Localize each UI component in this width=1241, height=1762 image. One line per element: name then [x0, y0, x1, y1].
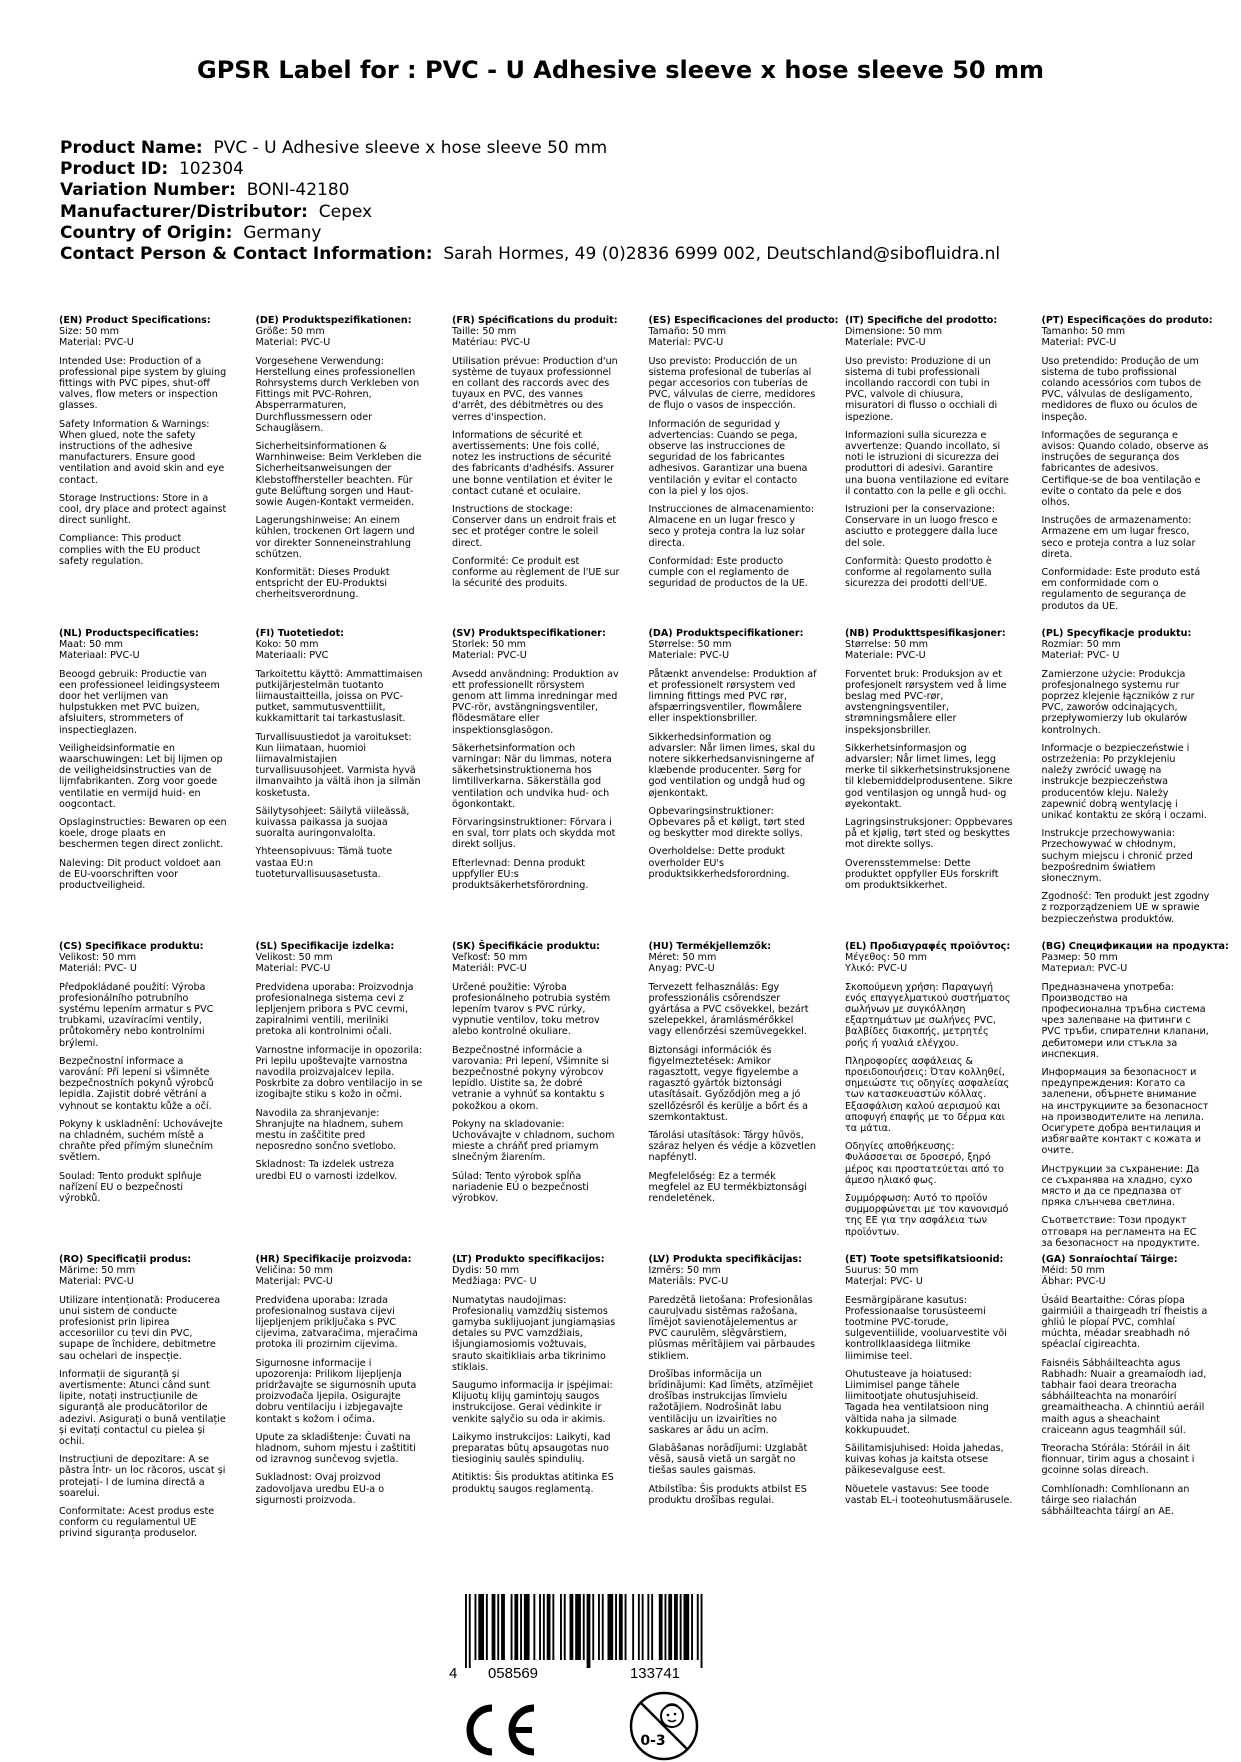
spec-paragraph: Bezpečnostné informácie a varovania: Pri lepení, Všimnite si bezpečnostné pokyny výrobcov lepidlo. Uistite sa, že dobré vetranie a vyhnúť sa kontaktu s pokožkou a okom.	[452, 1044, 609, 1112]
spec-block	[59, 941, 227, 1211]
spec-paragraph: Conformitate: Acest produs este conform cu regulamentul UE privind siguranța produselor.	[59, 1506, 215, 1540]
spec-paragraph: Conformidad: Este producto cumple con el reglamento de seguridad de productos de la UE.	[648, 555, 808, 590]
spec-line: Materiale: PVC-U	[845, 337, 926, 349]
barcode-bar	[665, 1594, 667, 1660]
manufacturer-value: Cepex	[318, 201, 373, 222]
spec-paragraph: Pokyny na skladovanie: Uchovávajte v chladnom, suchom mieste a chráňť pred priamym slnečným žiarením.	[452, 1118, 615, 1164]
spec-paragraph: Intended Use: Production of a professional pipe system by gluing fittings with PVC pipes, shut-off valves, flow meters or inspection glasses.	[59, 355, 227, 412]
spec-heading: (FR) Spécifications du produit:	[452, 315, 618, 326]
spec-heading: (EN) Product Specifications:	[59, 315, 211, 326]
barcode-bar	[615, 1594, 617, 1660]
barcode-bar	[632, 1594, 634, 1660]
variation-number-label: Variation Number:	[60, 180, 236, 201]
country-value: Germany	[243, 222, 322, 243]
barcode-bar	[514, 1594, 518, 1660]
spec-paragraph: Súlad: Tento výrobok spĺňa nariadenie EÚ o bezpečnosti výrobkov.	[452, 1170, 589, 1205]
barcode-bar	[560, 1594, 562, 1660]
spec-paragraph: Soulad: Tento produkt splňuje nařízení EU o bezpečnosti výrobků.	[59, 1170, 202, 1205]
spec-paragraph: Istruzioni per la conservazione: Conservare in un luogo fresco e asciutto e proteggere dalla luce del sole.	[845, 504, 998, 549]
product-id-value: 102304	[178, 159, 244, 180]
ean-barcode	[441, 1594, 751, 1682]
spec-block	[1041, 315, 1213, 619]
barcode-bar	[608, 1594, 614, 1660]
spec-heading: (FI) Tuotetiedot:	[255, 628, 344, 639]
spec-line: Material: PVC-U	[255, 963, 331, 975]
spec-paragraph: Σκοπούμενη χρήση: Παραγωγή ενός επαγγελματικού συστήματος σωλήνων με συγκόλληση εξαρτημάτων με σωλήνες PVC, βαλβίδες διακοπής, μετρητές ροής ή γυαλιά ελέγχου.	[845, 981, 1011, 1049]
spec-paragraph: Tárolási utasítások: Tárgy hűvös, száraz helyen és védje a közvetlen napfénytl.	[648, 1130, 816, 1164]
barcode-bar	[638, 1594, 640, 1660]
spec-heading: (NB) Produkttspesifikasjoner:	[845, 628, 1006, 639]
spec-heading: (PT) Especificações do produto:	[1041, 315, 1213, 326]
spec-line: Materiál: PVC- U	[59, 963, 137, 975]
spec-line: Μέγεθος: 50 mm	[845, 952, 927, 964]
spec-line: Størrelse: 50 mm	[845, 639, 928, 651]
spec-paragraph: Atitiktis: Šis produktas atitinka ES produktų saugos reglamentą.	[452, 1472, 614, 1495]
spec-paragraph: Turvallisuustiedot ja varoitukset: Kun liimataan, huomioi liimavalmistajien turvallisuusohjeet. Varmista hyvä ilmanvaihto ja vältä ihon ja silmän kosketusta.	[255, 731, 421, 799]
product-name-label: Product Name:	[60, 138, 203, 158]
spec-line: Matériau: PVC-U	[452, 337, 531, 349]
contact-row	[60, 244, 1000, 265]
spec-line: Maat: 50 mm	[59, 639, 124, 651]
spec-paragraph: Efterlevnad: Denna produkt uppfyller EU:s produktsäkerhetsförordning.	[452, 857, 589, 892]
spec-paragraph: Säilytysohjeet: Säilytä viileässä, kuivassa paikassa ja suojaa suoralta auringonvalolta.	[255, 805, 410, 840]
barcode-bar	[587, 1594, 591, 1668]
product-id-label: Product ID:	[60, 159, 169, 180]
spec-paragraph: Предназначена употреба: Производство на професионална тръбна система чрез залепване на фитинги с PVC тръби, спирателни клапани, дебитомери или стъкла за инспекция.	[1041, 981, 1209, 1060]
barcode-bar	[478, 1594, 484, 1660]
manufacturer-row	[60, 202, 1000, 223]
barcode-bar	[520, 1594, 522, 1660]
spec-heading: (NL) Productspecificaties:	[59, 628, 199, 639]
spec-paragraph: Conformità: Questo prodotto è conforme al regolamento sulla sicurezza dei prodotti dell'UE.	[845, 555, 992, 590]
spec-paragraph: Instrucțiuni de depozitare: A se păstra într- un loc răcoros, uscat și protejați- l de lumina directă a soarelui.	[59, 1454, 226, 1499]
spec-line: Velikost: 50 mm	[59, 952, 137, 964]
product-id-row	[60, 159, 1000, 180]
barcode-bar	[475, 1594, 477, 1660]
barcode-bar	[625, 1594, 627, 1660]
spec-paragraph: Instrucciones de almacenamiento: Almacene en un lugar fresco y seco y proteja contra la luz solar directa.	[648, 504, 815, 549]
spec-line: Υλικό: PVC-U	[845, 963, 908, 975]
spec-paragraph: Sikkerhetsinformasjon og advarsler: Når limet limes, legg merke til sikkerhetsinstruksjonene til klebemiddelprodusentene. Sikre god ventilasjon og unngå hud- og øyekontakt.	[845, 742, 1013, 810]
barcode-bar	[552, 1594, 554, 1660]
barcode-bar	[465, 1594, 467, 1668]
spec-line: Größe: 50 mm	[255, 326, 325, 338]
barcode-bar	[619, 1594, 623, 1660]
spec-paragraph: Úsáid Beartaithe: Córas píopa gairmiúil a thairgeadh trí fheistis a ghliú le píopaí PVC, comhlaí múchta, méadar sreabhadh nó spéaclaí cigireachta.	[1041, 1294, 1208, 1351]
spec-line: Veličina: 50 mm	[255, 1265, 333, 1277]
spec-block	[59, 628, 227, 898]
spec-heading: (HR) Specifikacije proizvoda:	[255, 1254, 412, 1265]
spec-paragraph: Tervezett felhasználás: Egy professzionális csőrendszer gyártása a PVC csövekkel, bezárt szelepekkel, áramlásmérőkkel vagy ellenőrzési szemüvegekkel.	[648, 981, 809, 1038]
spec-heading: (PL) Specyfikacje produktu:	[1041, 628, 1192, 639]
spec-block	[59, 1254, 227, 1547]
spec-paragraph: Faisnéis Sábháilteachta agus Rabhadh: Nuair a greamaíodh iad, tabhair faoi deara treoracha sábháilteachta na monaróirí greamaitheacha. A chinntiú aeráil maith agus a sheachaint craiceann agus teagmháil súl.	[1041, 1357, 1207, 1436]
spec-paragraph: Pokyny k uskladnění: Uchovávejte na chladném, suchém místě a chraňte před přímým slunečním světlem.	[59, 1118, 223, 1164]
spec-paragraph: Sicherheitsinformationen & Warnhinweise: Beim Verkleben die Sicherheitsanweisungen der Klebstoffhersteller beachten. Für gute Belüftung sorgen und Haut- sowie Augen-Kontakt vermeiden.	[255, 441, 422, 509]
spec-paragraph: Informations de sécurité et avertissements: Une fois collé, notez les instructions de sécurité des fabricants d'adhésifs. Assurer une bonne ventilation et éviter le contact cutané et oculaire.	[452, 429, 615, 497]
barcode-bar	[680, 1594, 682, 1660]
spec-paragraph: Beoogd gebruik: Productie van een professioneel leidingsysteem door het verlijmen van hulpstukken met PVC buizen, afsluiters, strommeters of inspectieglazen.	[59, 668, 220, 736]
spec-block	[452, 628, 620, 898]
spec-paragraph: Saugumo informacija ir įspėjimai: Klijuotų klijų gamintojų saugos instrukcijose. Gerai vėdinkite ir venkite sąlyčio su oda ir akimis.	[452, 1380, 613, 1425]
spec-block	[648, 315, 839, 596]
spec-line: Izmērs: 50 mm	[648, 1265, 721, 1277]
barcode-bar	[511, 1594, 513, 1660]
spec-paragraph: Paredzētā lietošana: Profesionālas cauruļvadu sistēmas ražošana, līmējot savienotājelementus ar PVC caurulēm, slēgvārstiem, plūsmas mērītājiem vai pārbaudes stikliem.	[648, 1294, 815, 1362]
spec-paragraph: Sukladnost: Ovaj proizvod zadovoljava uredbu EU-a o sigurnosti proizvoda.	[255, 1472, 385, 1506]
country-label: Country of Origin:	[60, 222, 233, 243]
barcode-bar	[486, 1594, 488, 1660]
spec-paragraph: Skladnost: Ta izdelek ustreza uredbi EU o varnosti izdelkov.	[255, 1159, 398, 1182]
barcode-bar	[602, 1594, 604, 1660]
spec-paragraph: Sikkerhedsinformation og advarsler: Når limen limes, skal du notere sikkerhedsanvisningerne af klæbende producenter. Sørg for god ventilation og undgå hud og øjenkontakt.	[648, 731, 816, 799]
barcode-bar	[684, 1594, 690, 1660]
spec-line: Koko: 50 mm	[255, 639, 319, 651]
spec-line: Materijal: PVC-U	[255, 1276, 333, 1288]
contact-value: Sarah Hormes, 49 (0)2836 6999 002, Deutschland@sibofluidra.nl	[443, 244, 1001, 265]
variation-number-value: BONI-42180	[246, 180, 350, 201]
spec-line: Mărime: 50 mm	[59, 1265, 136, 1277]
spec-paragraph: Bezpečnostní informace a varování: Při lepení si všimněte bezpečnostních pokynů výrobců lepidla. Zajistit dobré větrání a vyhnout se kontaktu kůže a očí.	[59, 1055, 214, 1112]
spec-paragraph: Uso previsto: Producción de un sistema profesional de tuberías al pegar accesorios con tuberías de PVC, válvulas de cierre, medidores de flujo o vasos de inspección.	[648, 355, 816, 412]
spec-paragraph: Naleving: Dit product voldoet aan de EU-voorschriften voor productveiligheid.	[59, 857, 221, 892]
spec-line: Materiaal: PVC-U	[59, 650, 140, 662]
spec-paragraph: Uso previsto: Produzione di un sistema di tubi professionali incollando raccordi con tubi in PVC, valvole di chiusura, misuratori di flusso o occhiali di ispezione.	[845, 355, 998, 423]
spec-heading: (RO) Specificații produs:	[59, 1254, 192, 1265]
spec-paragraph: Glabāšanas norādījumi: Uzglabāt vēsā, sausā vietā un sargāt no tiešas saules gaismas.	[648, 1443, 808, 1477]
spec-block	[256, 1254, 424, 1513]
spec-paragraph: Uso pretendido: Produção de um sistema de tubo profissional colando acessórios com tubos de PVC, válvulas de desligamento, medidores de fluxo ou óculos de inspeção.	[1041, 355, 1202, 423]
spec-block	[1041, 941, 1229, 1256]
barcode-bar	[539, 1594, 541, 1660]
spec-paragraph: Eesmärgipärane kasutus: Professionaalse torusüsteemi tootmine PVC-torude, sulgeventiilide, vooluarvestite või kontrollklaasidega liitmike liimimise teel.	[845, 1294, 1007, 1362]
spec-paragraph: Säkerhetsinformation och varningar: När du limmas, notera säkerhetsinstruktionerna hos limtillverkarna. Säkerställa god ventilation och undvika hud- och ögonkontakt.	[452, 742, 612, 810]
spec-heading: (DE) Produktspezifikationen:	[255, 315, 412, 326]
spec-line: Materiaali: PVC	[255, 650, 329, 662]
spec-paragraph: Påtænkt anvendelse: Produktion af et professionelt rørsystem ved limning fittings med PVC rør, afspærringsventiler, flowmålere eller inspektionsbriller.	[648, 668, 817, 725]
barcode-bar	[691, 1594, 693, 1660]
spec-paragraph: Съответствие: Този продукт отговаря на регламента на ЕС за безопасност на продуктите.	[1041, 1215, 1200, 1249]
spec-paragraph: Storage Instructions: Store in a cool, dry place and protect against direct sunlight.	[59, 492, 227, 527]
spec-heading: (CS) Specifikace produktu:	[59, 941, 204, 952]
barcode-bar	[674, 1594, 678, 1660]
spec-paragraph: Информация за безопасност и предупреждения: Когато са залепени, обърнете внимание на инструкциите за безопасност на производителите на лепила. Осигурете добра вентилация и избягвайте контакт с кожата и очите.	[1041, 1067, 1209, 1157]
spec-paragraph: Zgodność: Ten produkt jest zgodny z rozporządzeniem UE w sprawie bezpieczeństwa produktów.	[1041, 891, 1210, 925]
barcode-bar	[659, 1594, 663, 1660]
spec-line: Material: PVC-U	[648, 337, 724, 349]
barcode-digits-left: 058569	[487, 1665, 539, 1682]
spec-paragraph: Upute za skladištenje: Čuvati na hladnom, suhom mjestu i zaštititi od izravnog sunčevog svjetla.	[255, 1431, 416, 1466]
spec-line: Материал: PVC-U	[1041, 963, 1128, 975]
spec-paragraph: Varnostne informacije in opozorila: Pri lepilu upoštevajte varnostna navodila proizvajalcev lepila. Poskrbite za dobro ventilacijo in se izogibajte stiku s kožo in očmi.	[255, 1044, 423, 1101]
spec-paragraph: Instrukcje przechowywania: Przechowywać w chłodnym, suchym miejscu i chronić przed bezpośrednim światłem słonecznym.	[1041, 828, 1193, 885]
barcode-bar	[583, 1594, 585, 1660]
barcode-bar	[533, 1594, 535, 1660]
spec-paragraph: Instructions de stockage: Conserver dans un endroit frais et sec et protéger contre le soleil direct.	[452, 504, 617, 549]
spec-paragraph: Treoracha Stórála: Stóráil in áit fionnuar, tirim agus a chosaint i gcoinne solas díreach.	[1041, 1443, 1195, 1477]
spec-heading: (EL) Προδιαγραφές προϊόντος:	[845, 941, 1011, 952]
spec-heading: (SV) Produktspecifikationer:	[452, 628, 606, 639]
spec-line: Material: PVC-U	[452, 650, 527, 662]
spec-line: Rozmiar: 50 mm	[1041, 639, 1121, 651]
barcode-bar	[647, 1594, 649, 1660]
spec-line: Dimensione: 50 mm	[845, 326, 943, 338]
spec-paragraph: Conformidade: Este produto está em conformidade com o regulamento de segurança de produtos da UE.	[1041, 567, 1201, 612]
spec-line: Veľkosť: 50 mm	[452, 952, 528, 964]
barcode-bar	[564, 1594, 566, 1660]
spec-paragraph: Avsedd användning: Produktion av ett professionellt rörsystem genom att limma inredningar med PVC-rör, avstängningsventiler, flödesmätare eller inspektionsglasögon.	[452, 668, 619, 736]
spec-paragraph: Ohutusteave ja hoiatused: Liimimisel pange tähele liimitootjate ohutusjuhiseid. Tagada hea ventilatsioon ning vältida naha ja silmade kokkupuudet.	[845, 1368, 989, 1436]
spec-paragraph: Navodila za shranjevanje: Shranjujte na hladnem, suhem mestu in zaščitite pred neposredno sončno svetlobo.	[255, 1107, 404, 1153]
spec-line: Material: PVC-U	[59, 1276, 134, 1288]
spec-block	[845, 628, 1013, 898]
spec-block	[452, 941, 620, 1211]
barcode-bar	[501, 1594, 505, 1660]
barcode-bar	[592, 1594, 594, 1660]
spec-paragraph: Megfelelőség: Ez a termék megfelel az EU termékbiztonsági rendeletének.	[648, 1170, 807, 1205]
spec-block	[649, 1254, 817, 1513]
spec-paragraph: Säilitamisjuhised: Hoida jahedas, kuivas kohas ja kaitsta otsese päikesevalguse eest.	[845, 1443, 1004, 1477]
spec-line: Material: PVC-U	[1041, 337, 1117, 349]
barcode-bar	[570, 1594, 574, 1660]
spec-paragraph: Konformität: Dieses Produkt entspricht der EU-Produktsi cherheitsverordnung.	[255, 567, 390, 601]
spec-heading: (HU) Termékjellemzők:	[648, 941, 772, 952]
spec-line: Medžiaga: PVC- U	[452, 1276, 537, 1288]
spec-line: Material: PVC-U	[255, 337, 331, 349]
spec-line: Tamaño: 50 mm	[648, 326, 727, 338]
barcode-bar	[543, 1594, 545, 1660]
age-label: 0-3	[640, 1733, 666, 1749]
spec-line: Tamanho: 50 mm	[1041, 326, 1126, 338]
spec-paragraph: Utilisation prévue: Production d'un système de tuyaux professionnel en collant des raccords avec des tuyaux en PVC, des vannes d'arrêt, des débitmètres ou des verres d'inspection.	[452, 355, 618, 423]
spec-block	[256, 315, 424, 608]
spec-paragraph: Overensstemmelse: Dette produktet oppfyller EUs forskrift om produktsikkerhet.	[845, 857, 999, 892]
spec-heading: (SL) Specifikacije izdelka:	[255, 941, 395, 952]
spec-block	[649, 628, 817, 887]
spec-line: Storlek: 50 mm	[452, 639, 527, 651]
spec-block	[452, 1254, 620, 1502]
spec-paragraph: Atbilstība: Šis produkts atbilst ES produktu drošības regulai.	[648, 1483, 807, 1506]
spec-paragraph: Biztonsági információk és figyelmeztetések: Amikor ragasztott, vegye figyelembe a ragasztó gyártók biztonsági utasításait. Győződjön meg a jó szellőzésről és kerülje a bőrt és a szemkontaktust.	[648, 1044, 808, 1123]
spec-paragraph: Overholdelse: Dette produkt overholder EU's produktsikkerhedsforordning.	[648, 846, 790, 880]
spec-paragraph: Laikymo instrukcijos: Laikyti, kad preparatas būtų apsaugotas nuo tiesioginių saulės spindulių.	[452, 1431, 611, 1466]
barcode-bar	[642, 1594, 644, 1660]
spec-paragraph: Nõuetele vastavus: See toode vastab EL-i tooteohutusmäärusele.	[845, 1483, 1013, 1506]
spec-block	[256, 941, 424, 1189]
contact-label: Contact Person & Contact Information:	[60, 244, 433, 265]
spec-paragraph: Zamierzone użycie: Produkcja profesjonalnego systemu rur poprzez klejenie łączników z rur PVC, zaworów odcinających, przepływomierzy lub okularów kontrolnych.	[1041, 668, 1195, 736]
spec-paragraph: Instruções de armazenamento: Armazene em um lugar fresco, seco e proteja contra a luz solar direta.	[1041, 515, 1196, 560]
spec-line: Dydis: 50 mm	[452, 1265, 520, 1277]
product-name-value: PVC - U Adhesive sleeve x hose sleeve 50 mm	[213, 138, 608, 158]
barcode-bar	[697, 1594, 699, 1660]
barcode-bar	[497, 1594, 499, 1660]
spec-paragraph: Numatytas naudojimas: Profesionalių vamzdžių sistemos gamyba suklijuojant jungiamąsias detales su PVC vamzdžiais, išjungiamosiomis vožtuvais, srauto skaitikliais arba tikrinimo stiklais.	[452, 1294, 616, 1373]
manufacturer-label: Manufacturer/Distributor:	[60, 201, 308, 222]
spec-heading: (BG) Спецификации на продукта:	[1041, 941, 1229, 952]
page-title: GPSR Label for : PVC - U Adhesive sleeve x hose sleeve 50 mm	[197, 56, 1044, 84]
not-for-children-0-3-icon	[628, 1690, 700, 1762]
spec-heading: (LT) Produkto specifikacijos:	[452, 1254, 605, 1265]
spec-paragraph: Información de seguridad y advertencias: Cuando se pega, observe las instrucciones de seguridad de los fabricantes adhesivos. Garantizar una buena ventilación y evitar el contacto con la piel y los ojos.	[648, 418, 808, 497]
spec-paragraph: Forventet bruk: Produksjon av et profesjonelt rørsystem ved å lime beslag med PVC-rør, avstengningsventiler, strømningsmålere eller inspeksjonsbriller.	[845, 668, 1007, 736]
spec-paragraph: Инструкции за съхранение: Да се съхранява на хладно, сухо място и да се предпазва от пряка слънчева светлина.	[1041, 1163, 1200, 1209]
spec-paragraph: Tarkoitettu käyttö: Ammattimaisen putkijärjestelmän tuotanto liimaustaitteilla, joissa on PVC-putket, sammutusventtiilit, kukkamittarit tai tarkastuslasit.	[255, 668, 423, 725]
spec-paragraph: Drošības informācija un brīdinājumi: Kad līmēts, atzīmējiet drošības instrukcijas līmvielu ražotājiem. Nodrošināt labu ventilāciju un izvairīties no saskares ar ādu un acīm.	[648, 1368, 814, 1436]
barcode-bar	[575, 1594, 581, 1660]
spec-paragraph: Compliance: This product complies with the EU product safety regulation.	[59, 533, 201, 567]
spec-line: Ábhar: PVC-U	[1041, 1276, 1106, 1288]
spec-paragraph: Predviđena uporaba: Izrada profesionalnog sustava cijevi lijepljenjem priključaka s PVC cijevima, zatvaračima, mjeračima protoka ili prozirnim cijevima.	[255, 1294, 418, 1351]
spec-block	[1042, 628, 1210, 932]
spec-paragraph: Určené použitie: Výroba profesionálneho potrubia systém lepením tvarov s PVC rúrky, vypnutie ventilov, toku metrov alebo kontrolné okuliare.	[452, 981, 611, 1038]
barcode-bar	[469, 1594, 471, 1668]
barcode-digit-lead: 4	[449, 1665, 458, 1682]
spec-paragraph: Opslaginstructies: Bewaren op een koele, droge plaats en beschermen tegen direct zonlicht.	[59, 817, 227, 851]
spec-line: Material: PVC-U	[59, 337, 134, 349]
spec-paragraph: Lagerungshinweise: An einem kühlen, trockenen Ort lagern und vor direkter Sonneneinstrahlung schützen.	[255, 515, 415, 560]
spec-paragraph: Informații de siguranță și avertismente: Atunci când sunt lipite, notați instrucțiunile de siguranță ale producătorilor de adezivi. Asigurați o bună ventilație și evitați contactul cu pielea și ochii.	[59, 1368, 226, 1448]
spec-paragraph: Οδηγίες αποθήκευσης: Φυλάσσεται σε δροσερό, ξηρό μέρος και προστατεύεται από το άμεσο ηλιακό φως.	[845, 1141, 1004, 1186]
spec-paragraph: Safety Information & Warnings: When glued, note the safety instructions of the adhesive manufacturers. Ensure good ventilation and avoid skin and eye contact.	[59, 418, 225, 486]
spec-block	[845, 941, 1013, 1245]
spec-block	[845, 1254, 1013, 1513]
barcode-bar	[701, 1594, 703, 1668]
country-row	[60, 223, 1000, 244]
spec-paragraph: Predvidena uporaba: Proizvodnja profesionalnega sistema cevi z lepljenjem pribora s PVC cevmi, zapiralnimi ventili, merilniki pretoka ali kontrolnimi očali.	[255, 981, 414, 1038]
spec-paragraph: Lagringsinstruksjoner: Oppbevares på et kjølig, tørt sted og beskyttes mot direkte sollys.	[845, 817, 1013, 851]
spec-paragraph: Förvaringsinstruktioner: Förvara i en sval, torr plats och skydda mot direkt solljus.	[452, 817, 616, 851]
variation-number-row	[60, 180, 1000, 201]
spec-line: Méret: 50 mm	[648, 952, 717, 964]
spec-line: Materiale: PVC-U	[845, 650, 926, 662]
spec-line: Méid: 50 mm	[1041, 1265, 1105, 1277]
spec-heading: (ES) Especificaciones del producto:	[648, 315, 839, 326]
barcode-bar	[524, 1594, 530, 1660]
spec-line: Materiale: PVC-U	[648, 650, 730, 662]
spec-line: Materiāls: PVC-U	[648, 1276, 729, 1288]
spec-line: Materjal: PVC- U	[845, 1276, 923, 1288]
spec-line: Velikost: 50 mm	[255, 952, 333, 964]
spec-paragraph: Πληροφορίες ασφάλειας & προειδοποιήσεις: Όταν κολληθεί, σημειώστε τις οδηγίες ασφαλείας των κατασκευαστών κόλλας. Εξασφάλιση καλού αερισμού και αποφυγή επαφής με το δέρμα και τα μάτια.	[845, 1055, 1010, 1135]
barcode-bar	[547, 1594, 551, 1660]
spec-heading: (DA) Produktspecifikationer:	[648, 628, 804, 639]
spec-paragraph: Utilizare intenționată: Producerea unui sistem de conducte profesionist prin lipirea accesoriilor cu țevi din PVC, supape de închidere, debitmetre sau ochelari de inspecție.	[59, 1294, 221, 1362]
spec-block	[1042, 1254, 1210, 1524]
spec-paragraph: Informações de segurança e avisos: Quando colado, observe as instruções de segurança dos fabricantes de adesivos. Certifique-se de boa ventilação e evite o contato da pele e dos olhos.	[1041, 429, 1209, 509]
ce-mark-icon	[458, 1702, 540, 1758]
spec-line: Size: 50 mm	[59, 326, 119, 338]
spec-line: Størrelse: 50 mm	[648, 639, 732, 651]
spec-paragraph: Conformité: Ce produit est conforme au règlement de l'UE sur la sécurité des produits.	[452, 555, 620, 590]
spec-line: Anyag: PVC-U	[648, 963, 715, 975]
spec-paragraph: Informazioni sulla sicurezza e avvertenze: Quando incollato, si noti le istruzioni di sicurezza dei produttori di adesivi. Garantire una buona ventilazione ed evitare il contatto con la pelle e gli occhi.	[845, 429, 1009, 497]
spec-heading: (SK) Špecifikácie produktu:	[452, 941, 601, 952]
spec-paragraph: Veiligheidsinformatie en waarschuwingen: Let bij lijmen op de veiligheidsinstructies van de lijmfabrikanten. Zorg voor goede ventilatie en vermijd huid- en oogcontact.	[59, 742, 223, 810]
spec-paragraph: Comhlíonadh: Comhlíonann an táirge seo rialachán sábháilteachta táirgí an AE.	[1041, 1483, 1190, 1518]
spec-block	[845, 315, 1013, 596]
spec-paragraph: Yhteensopivuus: Tämä tuote vastaa EU:n tuoteturvallisuusasetusta.	[255, 846, 393, 880]
spec-line: Размер: 50 mm	[1041, 952, 1118, 964]
spec-heading: (LV) Produkta specifikācijas:	[648, 1254, 802, 1265]
spec-paragraph: Předpokládané použití: Výroba profesionálního potrubního systému lepením armatur s PVC trubkami, uzavíracími ventily, průtokoměry nebo kontrolními brýlemi.	[59, 981, 214, 1049]
spec-block	[59, 315, 227, 574]
spec-paragraph: Συμμόρφωση: Αυτό το προϊόν συμμορφώνεται με τον κανονισμό της ΕΕ για την ασφάλεια των προϊόντων.	[845, 1193, 1009, 1238]
product-info	[60, 138, 1000, 265]
barcode-bar	[668, 1594, 672, 1660]
barcode-bar	[598, 1594, 600, 1660]
spec-heading: (ET) Toote spetsifikatsioonid:	[845, 1254, 1004, 1265]
spec-line: Materiał: PVC- U	[1041, 650, 1120, 662]
spec-heading: (IT) Specifiche del prodotto:	[845, 315, 998, 326]
spec-block	[256, 628, 424, 887]
spec-paragraph: Vorgesehene Verwendung: Herstellung eines professionellen Rohrsystems durch Verkleben von Fittings mit PVC-Rohren, Absperrarmaturen, Durchflussmessern oder Schaugläsern.	[255, 355, 420, 434]
spec-line: Suurus: 50 mm	[845, 1265, 919, 1277]
spec-paragraph: Opbevaringsinstruktioner: Opbevares på et køligt, tørt sted og beskytter mod direkte sollys.	[648, 805, 805, 840]
spec-line: Taille: 50 mm	[452, 326, 517, 338]
spec-paragraph: Sigurnosne informacije i upozorenja: Prilikom lijepljenja pridržavajte se sigurnosnih uputa proizvođača ljepila. Osigurajte dobru ventilaciju i izbjegavajte kontakt s kožom i očima.	[255, 1357, 417, 1425]
spec-line: Materiál: PVC-U	[452, 963, 527, 975]
spec-block	[649, 941, 817, 1211]
product-name-row	[60, 138, 1000, 159]
spec-block	[452, 315, 620, 596]
barcode-bar	[651, 1594, 653, 1660]
barcode-bar	[492, 1594, 496, 1660]
barcode-digits-right: 133741	[629, 1665, 681, 1682]
spec-paragraph: Informacje o bezpieczeństwie i ostrzeżenia: Po przyklejeniu należy zwrócić uwagę na instrukcje bezpieczeństwa producentów kleju. Należy zapewnić dobrą wentylację i unikać kontaktu ze skórą i oczami.	[1041, 742, 1207, 822]
spec-heading: (GA) Sonraíochtaí Táirge:	[1041, 1254, 1178, 1265]
